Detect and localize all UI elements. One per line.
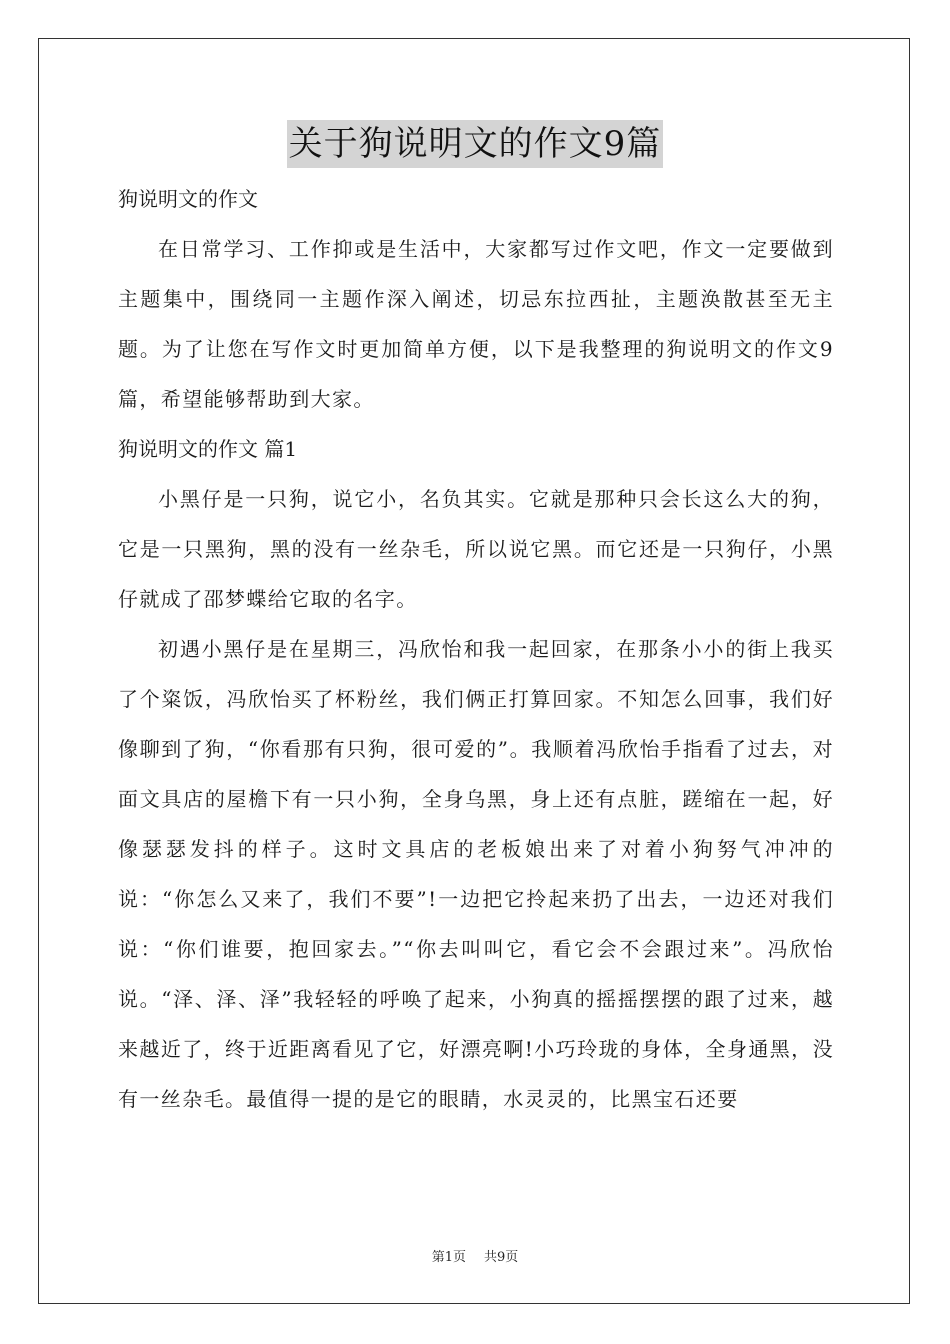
- paragraph: 小黑仔是一只狗，说它小，名负其实。它就是那种只会长这么大的狗，它是一只黑狗，黑的没有一丝杂毛，所以说它黑。而它还是一只狗仔，小黑仔就成了邵梦蝶给它取的名字。: [118, 487, 834, 611]
- document-body: [118, 174, 834, 1124]
- document-title: 关于狗说明文的作文9篇: [287, 120, 664, 168]
- section-heading: 狗说明文的作文 篇1: [118, 437, 298, 461]
- paragraph: 初遇小黑仔是在星期三，冯欣怡和我一起回家，在那条小小的街上我买了个粢饭，冯欣怡买了杯粉丝，我们俩正打算回家。不知怎么回事，我们好像聊到了狗，“你看那有只狗，很可爱的”。我顺着冯欣怡手指看了过去，对面文具店的屋檐下有一只小狗，全身乌黑，身上还有点脏，蹉缩在一起，好像瑟瑟发抖的样子。这时文具店的老板娘出来了对着小狗努气冲冲的说：“你怎么又来了，我们不要”!一边把它拎起来扔了出去，一边还对我们说：“你们谁要，抱回家去。”“你去叫叫它，看它会不会跟过来”。冯欣怡说。“泽、泽、泽”我轻轻的呼唤了起来，小狗真的摇摇摆摆的跟了过来，越来越近了，终于近距离看见了它，好漂亮啊!小巧玲珑的身体，全身通黑，没有一丝杂毛。最值得一提的是它的眼睛，水灵灵的，比黑宝石还要: [118, 637, 834, 1111]
- title-container: [0, 120, 950, 168]
- section-heading: 狗说明文的作文: [118, 187, 258, 211]
- page-total: 共9页: [484, 1250, 519, 1265]
- page-number: 第1页: [431, 1250, 466, 1265]
- paragraph: 在日常学习、工作抑或是生活中，大家都写过作文吧，作文一定要做到主题集中，围绕同一主题作深入阐述，切忌东拉西扯，主题涣散甚至无主题。为了让您在写作文时更加简单方便，以下是我整理的狗说明文的作文9篇，希望能够帮助到大家。: [118, 237, 834, 411]
- page-footer: [0, 1246, 950, 1265]
